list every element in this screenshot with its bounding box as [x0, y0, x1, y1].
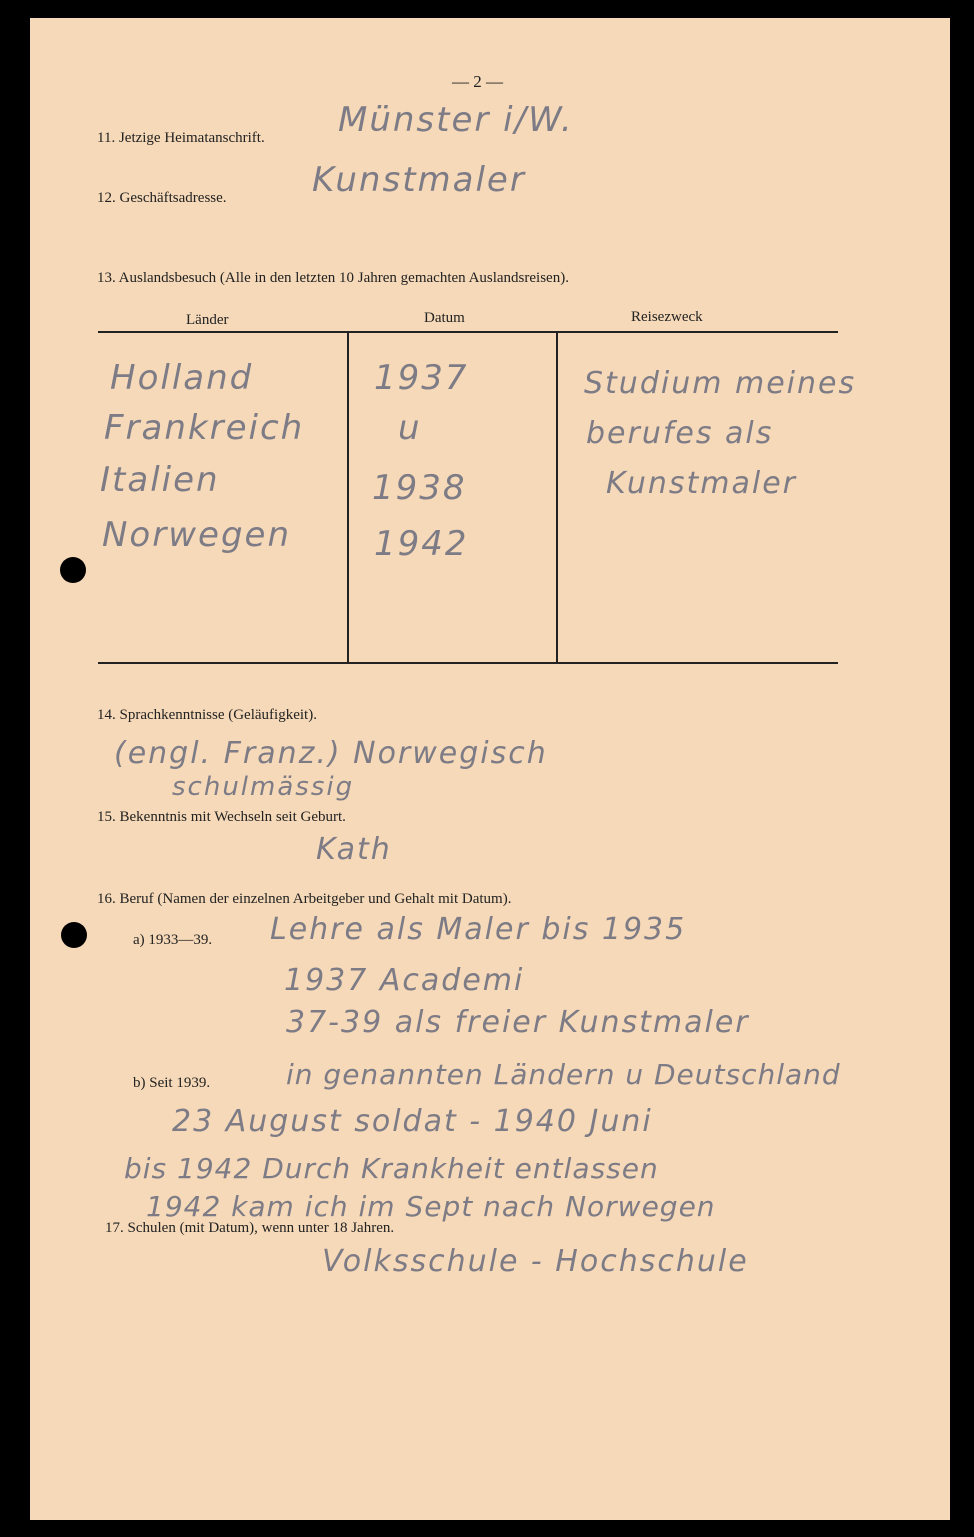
item-16-line-7: 1942 kam ich im Sept nach Norwegen [146, 1190, 716, 1223]
item-16-line-2: 1937 Academi [284, 963, 525, 998]
item-11-value: Münster i/W. [338, 100, 574, 140]
item-16a-label: a) 1933—39. [133, 932, 213, 948]
col-header-datum: Datum [424, 310, 465, 326]
item-17-value: Volksschule - Hochschule [322, 1244, 749, 1279]
item-14-value: (engl. Franz.) Norwegisch [114, 736, 548, 771]
item-16-label: 16. Beruf (Namen der einzelnen Arbeitgeber und Gehalt mit Datum). [97, 891, 512, 907]
country-1: Holland [110, 358, 254, 398]
table-col-divider-2 [556, 333, 558, 663]
item-15-label: 15. Bekenntnis mit Wechseln seit Geburt. [97, 809, 346, 825]
date-1: 1937 [374, 358, 469, 398]
page-number: — 2 — [452, 72, 503, 91]
item-14-label: 14. Sprachkenntnisse (Geläufigkeit). [97, 707, 317, 723]
table-top-rule [98, 331, 838, 333]
item-16-line-4: in genannten Ländern u Deutschland [286, 1058, 841, 1091]
item-16-line-1: Lehre als Maler bis 1935 [270, 912, 687, 947]
item-16-line-3: 37-39 als freier Kunstmaler [286, 1005, 750, 1040]
item-16-line-6: bis 1942 Durch Krankheit entlassen [124, 1152, 659, 1185]
punch-hole-upper [60, 557, 86, 583]
purpose-3: Kunstmaler [606, 466, 798, 501]
item-16b-label: b) Seit 1939. [133, 1075, 211, 1091]
country-3: Italien [100, 460, 220, 500]
item-15-value: Kath [316, 832, 392, 867]
table-bottom-rule [98, 662, 838, 664]
country-4: Norwegen [102, 515, 291, 555]
col-header-reisezweck: Reisezweck [631, 309, 703, 325]
item-12-value: Kunstmaler [312, 160, 526, 200]
item-13-label: 13. Auslandsbesuch (Alle in den letzten 10 Jahren gemachten Auslandsreisen). [97, 270, 569, 286]
item-11-label: 11. Jetzige Heimatanschrift. [97, 130, 265, 146]
table-col-divider-1 [347, 333, 349, 663]
item-12-label: 12. Geschäftsadresse. [97, 190, 227, 206]
item-14-note: schulmässig [172, 772, 355, 802]
item-16-line-5: 23 August soldat - 1940 Juni [172, 1104, 653, 1139]
item-17-label: 17. Schulen (mit Datum), wenn unter 18 Jahren. [105, 1220, 395, 1236]
purpose-1: Studium meines [584, 366, 857, 401]
date-2: u [398, 408, 422, 448]
purpose-2: berufes als [586, 416, 774, 451]
punch-hole-lower [61, 922, 87, 948]
country-2: Frankreich [104, 408, 305, 448]
col-header-laender: Länder [186, 312, 229, 328]
date-3: 1938 [372, 468, 467, 508]
date-4: 1942 [374, 524, 469, 564]
